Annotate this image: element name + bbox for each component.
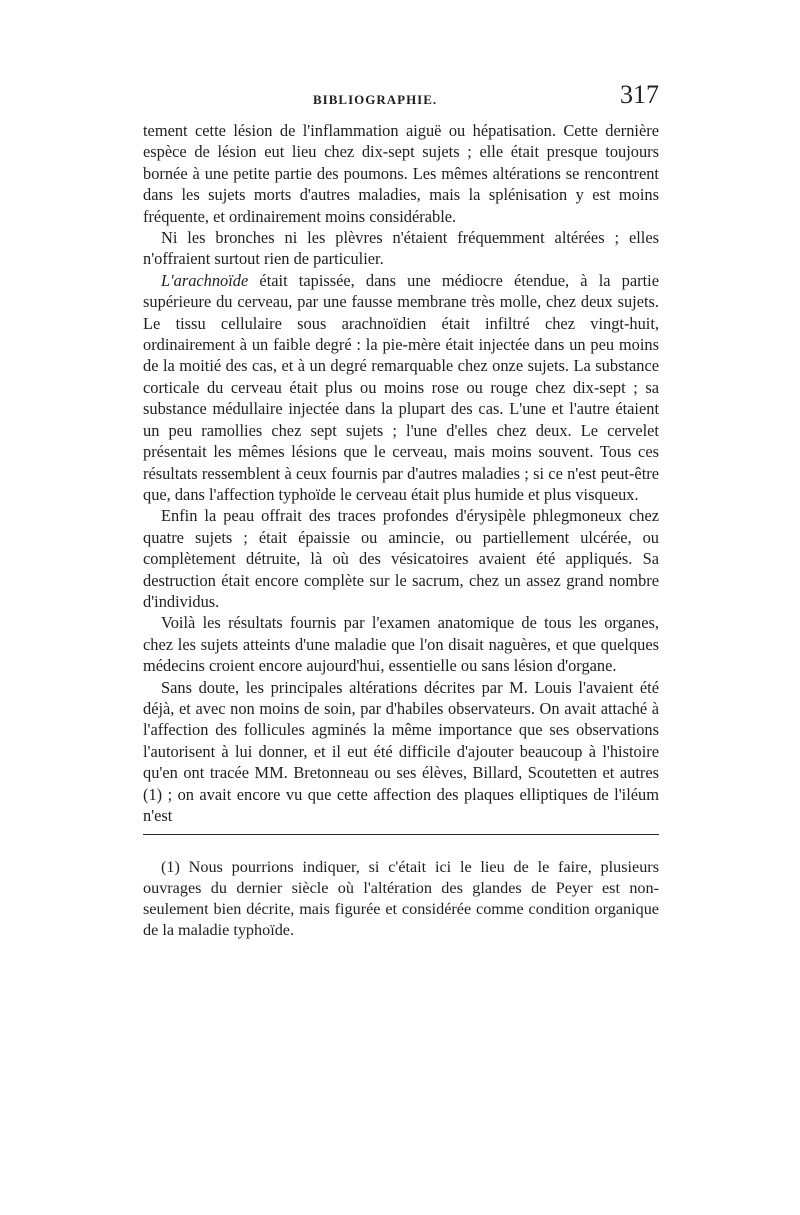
paragraph-text: était tapissée, dans une médiocre étendue, à la partie supérieure du cerveau, par une fausse membrane très molle, chez deux sujets. Le tissu cellulaire sous arachnoïdien était infiltré chez vingt-huit, ordinairement à un faible degré : la pie-mère était injectée dans un peu moins de la moitié des cas, et à un degré remarquable chez onze sujets. La substance corticale du cerveau était plus ou moins rose ou rouge chez dix-sept ; sa substance médullaire injectée dans la plupart des cas. L'une et l'autre étaient un peu ramollies chez sept sujets ; l'une d'elles chez deux. Le cervelet présentait les mêmes lésions que le cerveau, mais moins souvent. Tous ces résultats ressemblent à ceux fournis par d'autres maladies ; si ce n'est peut-être que, dans l'affection typhoïde le cerveau était plus humide et plus visqueux. [143,270,659,504]
footnote-rule [143,834,659,835]
italic-term: L'arachnoïde [161,270,249,290]
paragraph [143,612,659,676]
paragraph-text: tement cette lésion de l'inflammation aiguë ou hépatisation. Cette dernière espèce de lésion eut lieu chez dix-sept sujets ; elle était presque toujours bornée à une petite partie des poumons. Les mêmes altérations se rencontrent dans les sujets morts d'autres maladies, mais la splénisation y est moins fréquente, et ordinairement moins considérable. [143,121,659,226]
paragraph [143,270,659,505]
paragraph [143,677,659,827]
paragraph [143,120,659,227]
body-text [143,120,659,826]
paragraph-text: Sans doute, les principales altérations décrites par M. Louis l'avaient été déjà, et avec non moins de soin, par d'habiles observateurs. On avait attaché à l'affection des follicules agminés la même importance que ses observations l'autorisent à lui donner, et il eut été difficile d'ajouter beaucoup à l'histoire qu'en ont tracée MM. Bretonneau ou ses élèves, Billard, Scoutetten et autres (1) ; on avait encore vu que cette affection des plaques elliptiques de l'iléum n'est [143,677,659,825]
running-header [143,80,659,120]
footnote: (1) Nous pourrions indiquer, si c'était ici le lieu de le faire, plusieurs ouvrages du dernier siècle où l'altération des glandes de Peyer est non-seulement bien décrite, mais figurée et considérée comme condition organique de la maladie typhoïde. [143,858,659,940]
paragraph-text: Ni les bronches ni les plèvres n'étaient fréquemment altérées ; elles n'offraient surtout rien de particulier. [143,228,659,269]
page-number: 317 [620,80,659,109]
paragraph [143,227,659,270]
book-page [143,80,659,941]
running-title: BIBLIOGRAPHIE. [313,92,438,107]
paragraph [143,505,659,612]
paragraph-text: Voilà les résultats fournis par l'examen anatomique de tous les organes, chez les sujets atteints d'une maladie que l'on disait naguères, et que quelques médecins croient encore aujourd'hui, essentielle ou sans lésion d'organe. [143,613,659,676]
paragraph-text: Enfin la peau offrait des traces profondes d'érysipèle phlegmoneux chez quatre sujets ; était épaissie ou amincie, ou partiellement ulcérée, ou complètement détruite, là où des vésicatoires avaient été appliqués. Sa destruction était encore complète sur le sacrum, chez un assez grand nombre d'individus. [143,506,659,611]
